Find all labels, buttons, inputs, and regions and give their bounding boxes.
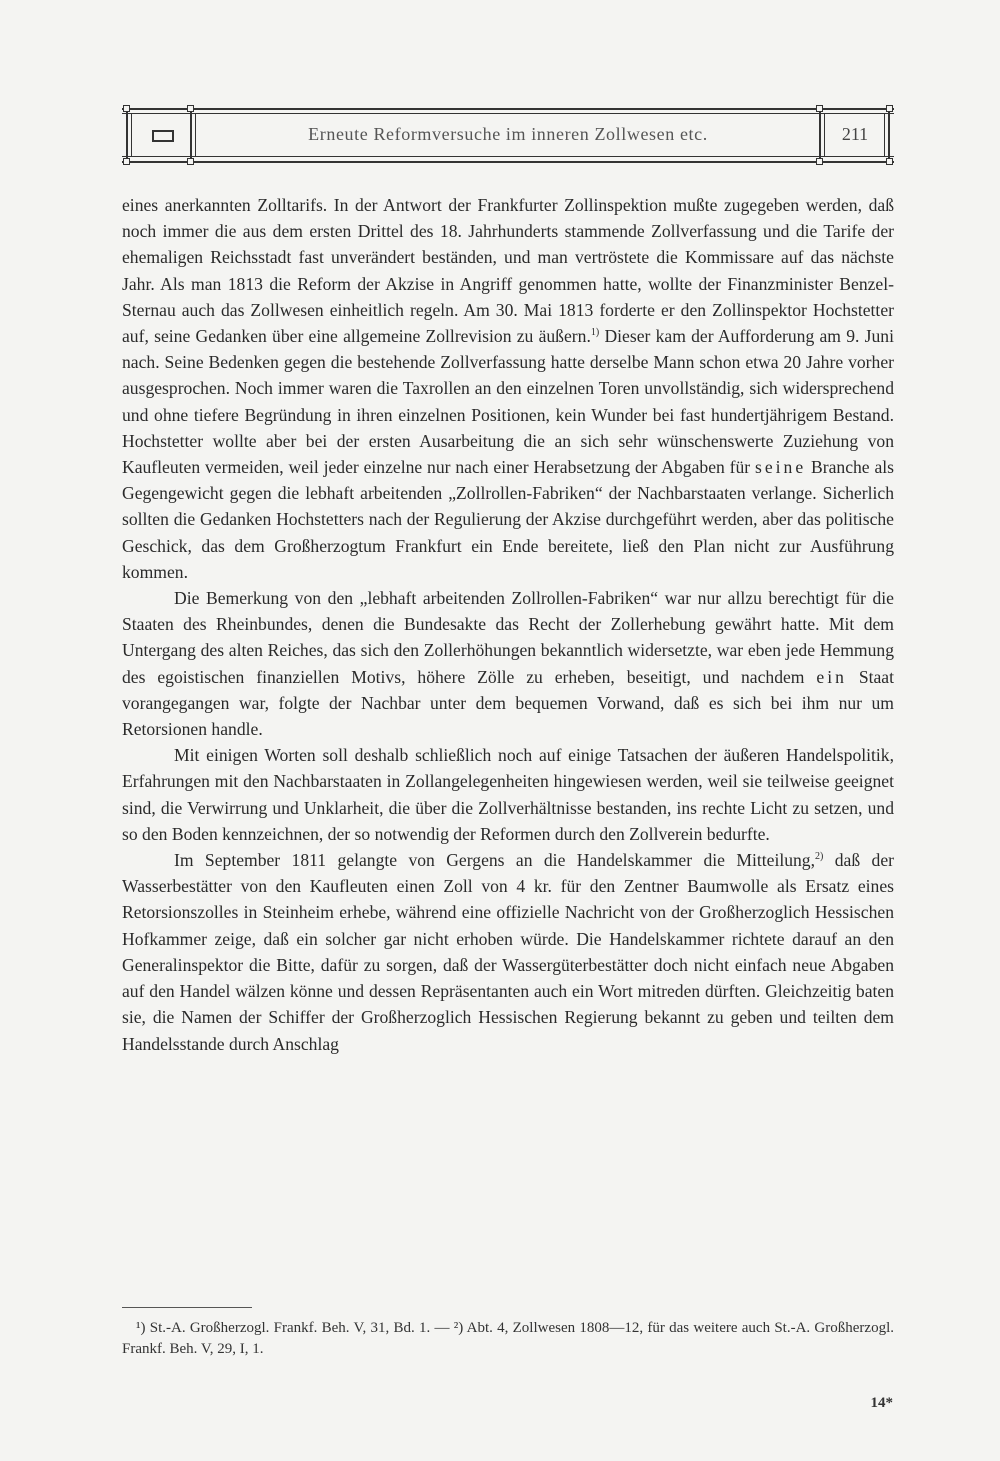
footnotes — [122, 1318, 894, 1360]
footnote-text: ¹) St.-A. Großherzogl. Frankf. Beh. V, 31, Bd. 1. — ²) Abt. 4, Zollwesen 1808—12, für das weitere auch St.-A. Großherzogl. Frankf. Beh. V, 29, I, 1. — [122, 1320, 894, 1357]
running-title: Erneute Reformversuche im inneren Zollwesen etc. — [308, 124, 708, 144]
text-run: Im September 1811 gelangte von Gergens an die Handelskammer die Mitteilung, — [174, 850, 816, 871]
printer-signature-mark: 14* — [870, 1395, 893, 1411]
paragraph — [122, 192, 894, 585]
page-number: 211 — [841, 124, 869, 144]
emphasized-word: seine — [755, 457, 807, 478]
paragraph — [122, 585, 894, 742]
ornament-rectangle-icon — [152, 130, 174, 142]
text-run: daß der Wasserbestätter von den Kaufleuten einen Zoll von 4 kr. für den Zentner Baumwolle als Ersatz eines Retorsionszolles in Steinheim erhebe, während eine offizielle Nachricht von der Großherzoglich Hessischen Hofkammer zeige, daß ein solcher gar nicht erhoben würde. Die Handelskammer richtete darauf an den Generalinspektor die Bitte, dafür zu sorgen, daß der Wassergüterbestätter doch nicht einfach neue Abgaben auf den Handel wälzen könne und dessen Repräsentanten auch ein Wort mitreden dürften. Gleichzeitig baten sie, die Namen der Schiffer der Großherzoglich Hessischen Regierung bekannt zu geben und teilten dem Handelsstande durch Anschlag — [122, 850, 894, 1054]
text-run: Mit einigen Worten soll deshalb schließlich noch auf einige Tatsachen der äußeren Handelspolitik, Erfahrungen mit den Nachbarstaaten in Zollangelegenheiten hingewiesen werden, weil sie teilweise geeignet sind, die Verwirrung und Unklarheit, die über die Zollverhältnisse bestanden, ins rechte Licht zu setzen, und so den Boden kennzeichnen, der so notwendig der Reformen durch den Zollverein bedurfte. — [122, 745, 894, 844]
text-run: eines anerkannten Zolltarifs. In der Antwort der Frankfurter Zollinspektion mußte zugegeben werden, daß noch immer die aus dem ersten Drittel des 18. Jahrhunderts stammende Zollverfassung und die Tarife der ehemaligen Reichsstadt fast unverändert beständen, und man vertröstete die Kommissare auf das nächste Jahr. Als man 1813 die Reform der Akzise in Angriff genommen hatte, wollte der Finanzminister Benzel-Sternau auch das Zollwesen einheitlich regeln. Am 30. Mai 1813 forderte er den Zollinspektor Hochstetter auf, seine Gedanken über eine allgemeine Zollrevision zu äußern. — [122, 195, 894, 347]
paragraph — [122, 742, 894, 847]
text-run: Die Bemerkung von den „lebhaft arbeitenden Zollrollen-Fabriken“ war nur allzu berechtigt für die Staaten des Rheinbundes, denen die Bundesakte das Recht der Zollerhebung gewährt hatte. Mit dem Untergang des alten Reiches, das sich den Zollerhöhungen bekanntlich widersetzte, war eben jede Hemmung des egoistischen finanziellen Motivs, höhere Zölle zu erheben, beseitigt, und nachdem — [122, 588, 894, 687]
footnote-divider — [122, 1307, 252, 1308]
footnote-marker: 1) — [590, 327, 600, 339]
paragraph — [122, 847, 894, 1057]
text-run: Branche als Gegengewicht gegen die lebhaft arbeitenden „Zollrollen-Fabriken“ der Nachbarstaaten verlange. Sicherlich sollten die Gedanken Hochstetters nach der Regulierung der Akzise durchgeführt werden, aber das politische Geschick, das dem Großherzogtum Frankfurt ein Ende bereitete, ließ den Plan nicht zur Ausführung kommen. — [122, 457, 894, 582]
emphasized-word: ein — [816, 666, 847, 687]
body-text — [122, 192, 894, 1057]
text-run: Dieser kam der Aufforderung am 9. Juni nach. Seine Bedenken gegen die bestehende Zollverfassung hatte derselbe Mann schon etwa 20 Jahre vorher ausgesprochen. Noch immer waren die Taxrollen an den einzelnen Toren unvollständig, sich widersprechend und ohne tiefere Begründung in ihren einzelnen Positionen, kein Wunder bei fast hundertjährigem Bestand. Hochstetter wollte aber bei der ersten Ausarbeitung die an sich sehr wünschenswerte Zuziehung von Kaufleuten vermeiden, weil jeder einzelne nur nach einer Herabsetzung der Abgaben für — [122, 326, 894, 478]
text-run: Staat vorangegangen war, folgte der Nachbar unter dem bequemen Vorwand, daß es sich bei ihm nur um Retorsionen handle. — [122, 666, 895, 740]
footnote-marker: 2) — [815, 851, 824, 863]
running-header — [122, 104, 894, 166]
